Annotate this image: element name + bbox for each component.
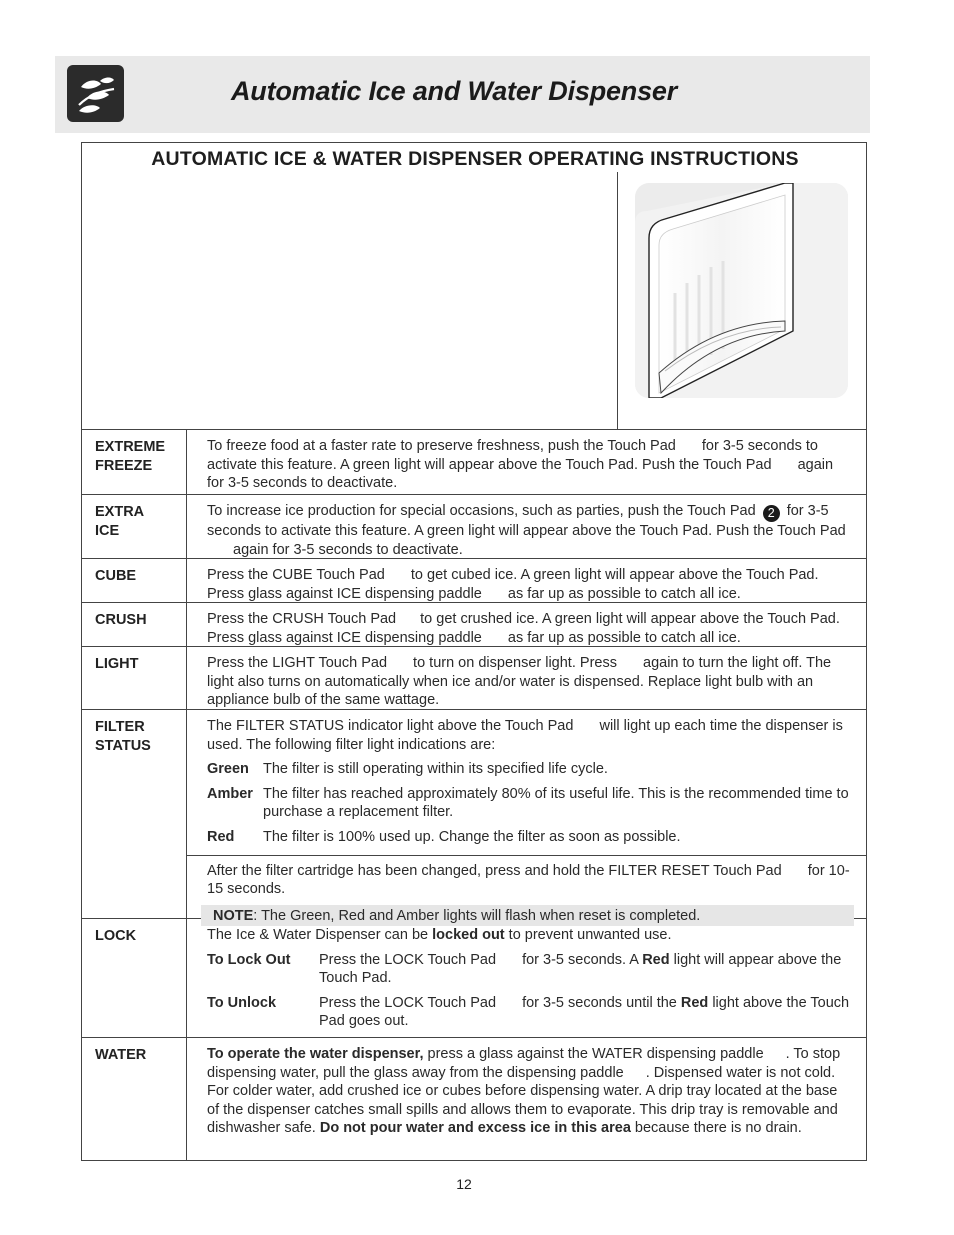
row-body: To increase ice production for special occasions, such as parties, push the Touch Pad 2 for 3-5 seconds to activate this feature. A green light will appear above the Touch Pad. Push the Touch Pad again for 3-5 seconds to deactivate. (207, 503, 846, 558)
table-row-extreme-freeze (82, 430, 866, 495)
page-header (55, 56, 870, 133)
indication-amber: Amber The filter has reached approximately 80% of its useful life. This is the recommended time to purchase a replacement filter. (207, 785, 849, 821)
dispenser-panel-illustration (635, 183, 848, 398)
row-label: CUBE (82, 559, 187, 602)
page-title: Automatic Ice and Water Dispenser (231, 76, 678, 106)
table-row-cube (82, 559, 866, 603)
page-number: 12 (456, 1176, 472, 1192)
divider (617, 172, 618, 429)
indication-green: Green The filter is still operating within its specified life cycle. (207, 761, 608, 778)
row-body: Press the LIGHT Touch Pad to turn on dispenser light. Press again to turn the light off. The light also turns on automatically when ice and/or water is dispensed. Replace light bulb with an appliance bulb of the same wattage. (207, 655, 832, 709)
table-row-extra-ice (82, 495, 866, 559)
table-row-water (82, 1038, 866, 1161)
row-label: FILTER STATUS (82, 710, 187, 918)
row-body: To freeze food at a faster rate to preserve freshness, push the Touch Pad for 3-5 seconds to activate this feature. A green light will appear above the Touch Pad. Push the Touch Pad again for 3-5 seconds to deactivate. (207, 438, 834, 492)
row-body: To operate the water dispenser, press a glass against the WATER dispensing paddle . To stop dispensing water, pull the glass away from the dispensing paddle . Dispensed water is not cold. For colder water, add crushed ice or cubes before dispensing water. A drip tray located at the base of the dispenser catches small spills and allows them to evaporate. This drip tray is removable and dishwasher safe. Do not pour water and excess ice in this area because there is no drain. (207, 1046, 841, 1137)
row-label: EXTREME FREEZE (82, 430, 187, 494)
row-body: Press the CUBE Touch Pad to get cubed ice. A green light will appear above the Touch Pad. Press glass against ICE dispensing paddle as far up as possible to catch all ice. (207, 567, 819, 602)
row-label: WATER (82, 1038, 187, 1161)
row-body: The FILTER STATUS indicator light above the Touch Pad will light up each time the dispenser is used. The following filter light indications are: Green The filter is still operating within its specified life cycle. Amber The filter has reached approximately 80% of its useful life. This is the recommended time to purchase a replacement filter. Red The filter is 100% used up. Change the filter as soon as possible. After the filter cartridge has been changed, press and hold the FILTER RESET Touch Pad for 10-15 seconds. NOTE: The Green, Red and Amber lights will flash when reset is completed. (187, 710, 866, 918)
filter-reset-instructions: After the filter cartridge has been changed, press and hold the FILTER RESET Touch Pad for 10-15 seconds. NOTE: The Green, Red and Amber lights will flash when reset is completed. (187, 855, 866, 927)
indication-red: Red The filter is 100% used up. Change the filter as soon as possible. (207, 828, 681, 845)
instructions-frame (81, 142, 867, 1161)
row-body: Press the CRUSH Touch Pad to get crushed ice. A green light will appear above the Touch Pad. Press glass against ICE dispensing paddle as far up as possible to catch all ice. (207, 611, 840, 646)
table-row-lock (82, 919, 866, 1038)
table-row-filter-status (82, 710, 866, 924)
row-label: CRUSH (82, 603, 187, 646)
touch-pad-number-icon: 2 (763, 505, 780, 522)
table-row-light (82, 647, 866, 710)
leaves-icon (67, 65, 124, 122)
row-label: LIGHT (82, 647, 187, 709)
row-label: LOCK (82, 919, 187, 1037)
filter-reset-note: NOTE: The Green, Red and Amber lights will flash when reset is completed. (201, 905, 854, 927)
lock-out-instruction: To Lock Out Press the LOCK Touch Pad for 3-5 seconds. A Red light will appear above the Touch Pad. (207, 951, 842, 987)
row-body: The Ice & Water Dispenser can be locked out to prevent unwanted use. To Lock Out Press the LOCK Touch Pad for 3-5 seconds. A Red light will appear above the Touch Pad. To Unlock Press the LOCK Touch Pad for 3-5 seconds until the Red light above the Touch Pad goes out. (187, 919, 866, 1037)
row-label: EXTRA ICE (82, 495, 187, 558)
instructions-table (82, 429, 866, 1161)
section-title: AUTOMATIC ICE & WATER DISPENSER OPERATING INSTRUCTIONS (151, 148, 799, 170)
unlock-instruction: To Unlock Press the LOCK Touch Pad for 3-5 seconds until the Red light above the Touch Pad goes out. (207, 994, 850, 1030)
table-row-crush (82, 603, 866, 647)
